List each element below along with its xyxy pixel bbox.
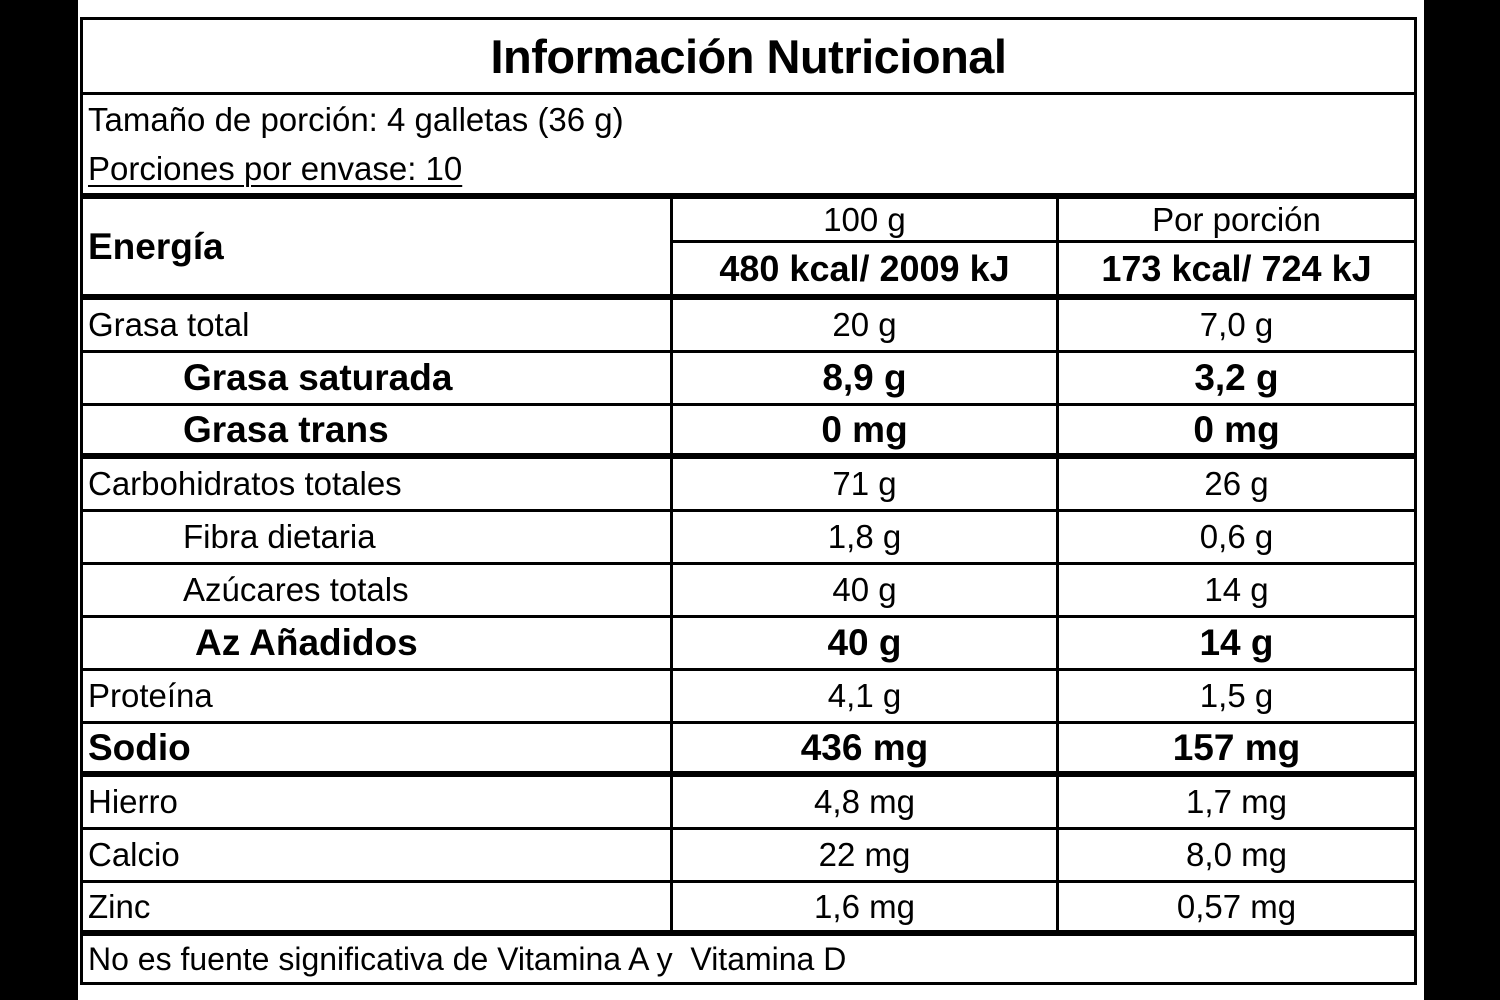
column-header-portion: Por porción xyxy=(1056,199,1414,243)
row-label: Carbohidratos totales xyxy=(88,465,402,502)
row-value-100g: 8,9 g xyxy=(670,353,1056,403)
row-label: Hierro xyxy=(88,783,178,820)
row-zinc xyxy=(83,883,1414,936)
row-value-100g: 40 g xyxy=(670,565,1056,615)
row-value-100g: 20 g xyxy=(670,300,1056,350)
row-calcio xyxy=(83,830,1414,883)
row-label: Proteína xyxy=(88,677,213,714)
row-value-portion: 157 mg xyxy=(1056,724,1414,771)
energy-section xyxy=(83,199,1414,300)
row-value-100g: 22 mg xyxy=(670,830,1056,880)
serving-size-text: Tamaño de porción: 4 galletas (36 g) xyxy=(88,100,624,138)
row-grasa-total xyxy=(83,300,1414,353)
row-hierro xyxy=(83,777,1414,830)
row-value-portion: 0,57 mg xyxy=(1056,883,1414,930)
row-label: Grasa saturada xyxy=(183,357,453,398)
energy-value-portion: 173 kcal/ 724 kJ xyxy=(1056,243,1414,294)
row-value-100g: 1,8 g xyxy=(670,512,1056,562)
row-value-portion: 0,6 g xyxy=(1056,512,1414,562)
row-grasa-trans xyxy=(83,406,1414,459)
row-fibra-dietaria xyxy=(83,512,1414,565)
row-label: Az Añadidos xyxy=(195,622,418,663)
column-header-100g: 100 g xyxy=(670,199,1056,243)
row-value-portion: 7,0 g xyxy=(1056,300,1414,350)
energy-label: Energía xyxy=(88,225,224,267)
row-value-100g: 4,1 g xyxy=(670,671,1056,721)
row-carbohidratos-totales xyxy=(83,459,1414,512)
footnote-text: No es fuente significativa de Vitamina A y Vitamina D xyxy=(88,940,847,977)
row-value-100g: 1,6 mg xyxy=(670,883,1056,930)
row-value-100g: 436 mg xyxy=(670,724,1056,771)
row-value-portion: 26 g xyxy=(1056,459,1414,509)
row-azucares-totals xyxy=(83,565,1414,618)
row-label: Azúcares totals xyxy=(183,571,409,608)
row-value-portion: 14 g xyxy=(1056,565,1414,615)
row-value-portion: 14 g xyxy=(1056,618,1414,668)
row-value-100g: 4,8 mg xyxy=(670,777,1056,827)
left-black-bar xyxy=(0,0,78,1000)
row-value-100g: 40 g xyxy=(670,618,1056,668)
row-label: Zinc xyxy=(88,887,151,925)
row-value-portion: 8,0 mg xyxy=(1056,830,1414,880)
row-value-portion: 1,7 mg xyxy=(1056,777,1414,827)
row-proteina xyxy=(83,671,1414,724)
row-label: Grasa total xyxy=(88,306,250,343)
row-az-anadidos xyxy=(83,618,1414,671)
nutrition-facts-table xyxy=(80,17,1417,985)
row-grasa-saturada xyxy=(83,353,1414,406)
row-value-portion: 0 mg xyxy=(1056,406,1414,453)
row-value-portion: 1,5 g xyxy=(1056,671,1414,721)
row-label: Fibra dietaria xyxy=(183,518,376,555)
row-sodio xyxy=(83,724,1414,777)
row-label: Sodio xyxy=(88,726,191,768)
row-value-100g: 71 g xyxy=(670,459,1056,509)
servings-per-package-text: Porciones por envase: 10 xyxy=(88,149,463,187)
right-black-bar xyxy=(1424,0,1500,1000)
servings-per-package-line xyxy=(88,144,1414,193)
serving-info-section xyxy=(83,95,1414,199)
row-value-portion: 3,2 g xyxy=(1056,353,1414,403)
energy-value-100g: 480 kcal/ 2009 kJ xyxy=(670,243,1056,294)
row-label: Grasa trans xyxy=(183,408,389,450)
row-value-100g: 0 mg xyxy=(670,406,1056,453)
row-label: Calcio xyxy=(88,836,180,873)
table-title: Información Nutricional xyxy=(83,20,1414,95)
